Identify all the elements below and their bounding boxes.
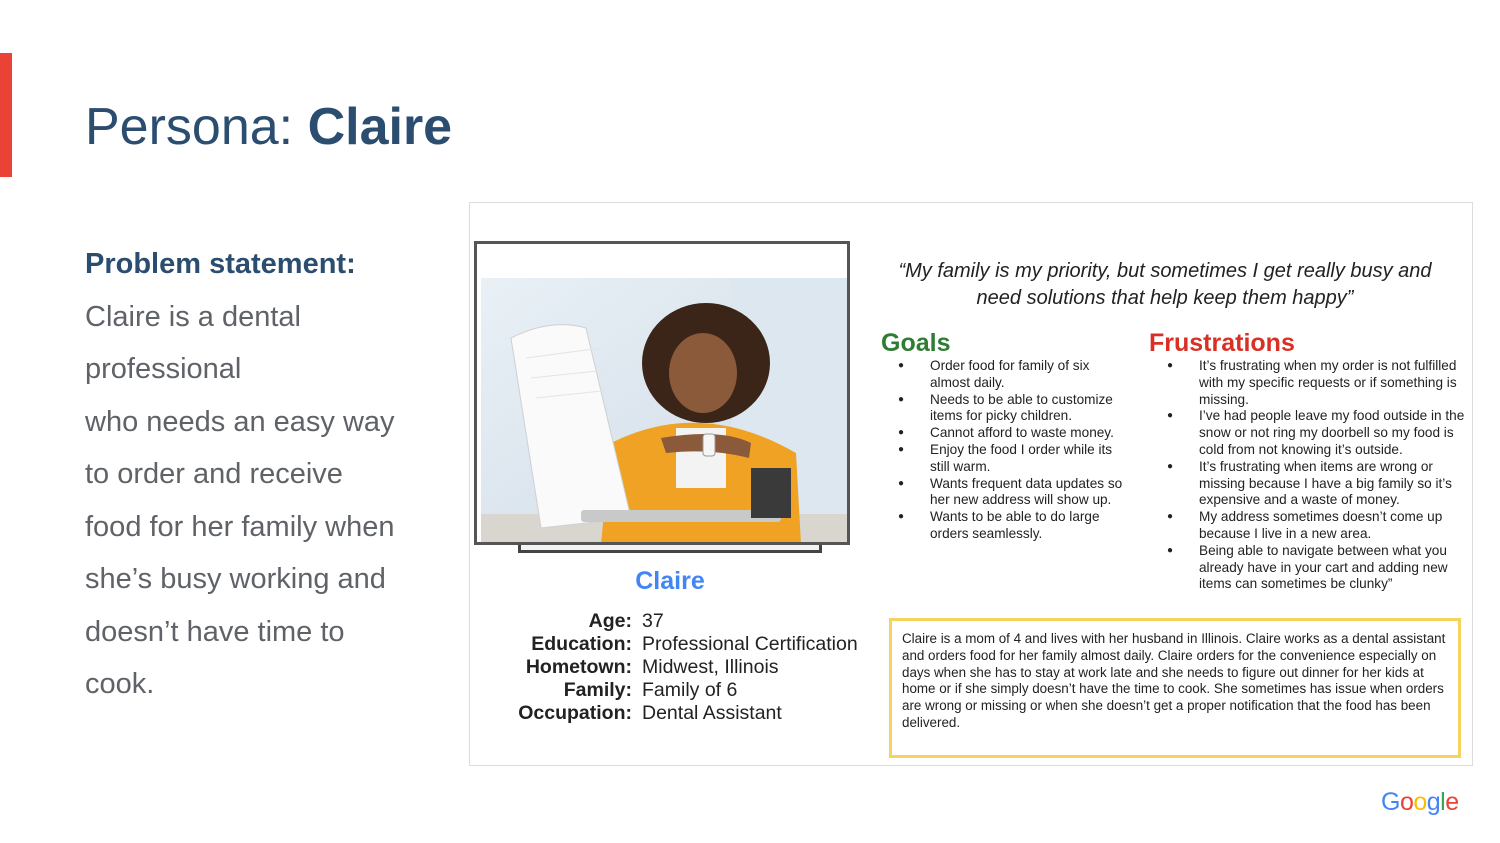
problem-line: who needs an easy way (85, 405, 395, 438)
goal-item: ● Wants to be able to do large orders seamlessly. (896, 509, 1126, 543)
detail-value: Midwest, Illinois (642, 656, 779, 678)
detail-age (500, 610, 858, 633)
persona-photo (481, 278, 847, 544)
title-name: Claire (307, 98, 453, 156)
frustration-item: ● My address sometimes doesn’t come up because I live in a new area. (1165, 509, 1465, 543)
goal-item: ● Needs to be able to customize items for picky children. (896, 392, 1126, 426)
frustration-item: ● Being able to navigate between what you already have in your cart and adding new items can sometimes be clunky” (1165, 543, 1465, 593)
goal-item: ● Wants frequent data updates so her new address will show up. (896, 476, 1126, 510)
problem-heading: Problem statement: (85, 248, 356, 280)
problem-statement (85, 238, 445, 711)
logo-letter: l (1440, 788, 1446, 816)
goals-list (896, 358, 1126, 543)
title-prefix: Persona: (85, 98, 308, 156)
problem-line: she’s busy working and (85, 563, 386, 595)
detail-occupation (500, 702, 858, 725)
detail-label: Family: (563, 679, 632, 701)
detail-label: Age: (588, 610, 632, 632)
detail-value: Professional Certification (642, 633, 858, 655)
detail-family (500, 679, 858, 702)
photo-frame (474, 241, 850, 545)
frustration-item: ● It’s frustrating when items are wrong or missing because I have a big family so it’s expensive and a waste of money. (1165, 459, 1465, 509)
logo-letter: o (1413, 788, 1427, 816)
persona-name: Claire (635, 567, 705, 595)
detail-hometown (500, 656, 858, 679)
detail-value: 37 (642, 610, 664, 632)
logo-letter: o (1399, 788, 1414, 816)
frustrations-title: Frustrations (1149, 329, 1295, 357)
frustrations-list (1165, 358, 1465, 593)
logo-letter: e (1445, 788, 1459, 816)
persona-card (469, 202, 1473, 766)
detail-education (500, 633, 858, 656)
detail-value: Family of 6 (642, 679, 738, 701)
detail-label: Hometown: (525, 656, 632, 678)
slide-title (85, 98, 452, 158)
google-logo (1381, 788, 1459, 817)
goals-title: Goals (881, 329, 951, 357)
logo-letter: g (1426, 788, 1441, 816)
problem-line: Claire is a dental (85, 300, 301, 333)
logo-letter: G (1381, 788, 1400, 816)
persona-summary: Claire is a mom of 4 and lives with her husband in Illinois. Claire works as a dental assistant and orders food for her family almost daily. Claire orders for the convenience especially on days when she has to stay at work late and she needs to figure out dinner for her kids at home or if she simply doesn’t have the time to cook. She sometimes has issue when orders are wrong or missing or when she doesn’t get a proper notification that the food has been delivered. (889, 618, 1461, 758)
frustration-item: ● It’s frustrating when my order is not fulfilled with my specific requests or if something is missing. (1165, 358, 1465, 408)
problem-line: cook. (85, 668, 155, 700)
problem-line: food for her family when (85, 510, 395, 543)
persona-details (500, 610, 858, 725)
accent-bar (0, 53, 12, 177)
frustration-item: ● I’ve had people leave my food outside in the snow or not ring my doorbell so my food is cold from not knowing it’s outside. (1165, 408, 1465, 458)
goal-item: ● Cannot afford to waste money. (896, 425, 1126, 442)
goal-item: ● Enjoy the food I order while its still warm. (896, 442, 1126, 476)
detail-label: Occupation: (518, 702, 632, 724)
problem-line: doesn’t have time to (85, 615, 345, 648)
detail-value: Dental Assistant (642, 702, 782, 724)
problem-line: to order and receive (85, 458, 343, 490)
goal-item: ● Order food for family of six almost daily. (896, 358, 1126, 392)
detail-label: Education: (531, 633, 632, 655)
problem-line: professional (85, 353, 242, 385)
persona-quote: “My family is my priority, but sometimes I get really busy and need solutions that help keep them happy” (898, 260, 1432, 309)
